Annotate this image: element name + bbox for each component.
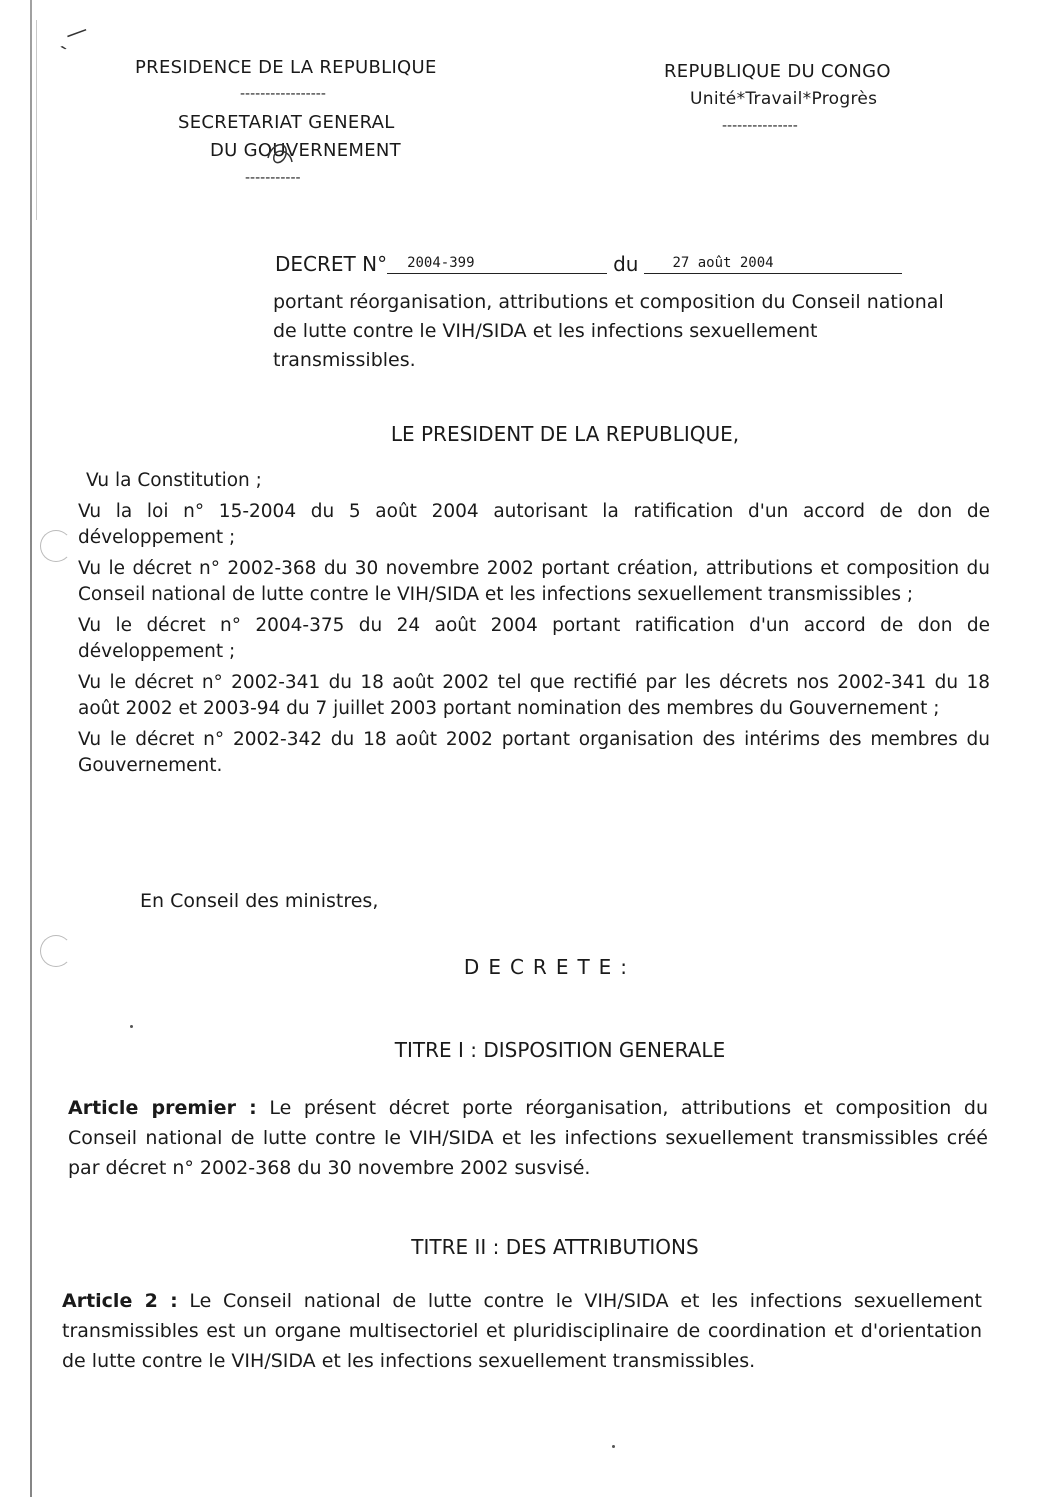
article-label: Article 2 : [62, 1290, 178, 1312]
header-gouvernement: DU GOUVERNEMENT [210, 140, 401, 161]
visa-item: Vu le décret n° 2002-341 du 18 août 2002 tel que rectifié par les décrets nos 2002-341 du 18 août 2002 et 2003-94 du 7 juillet 2003 portant nomination des membres du Gouvernement ; [78, 672, 990, 719]
visa-item: Vu le décret n° 2004-375 du 24 août 2004 portant ratification d'un accord de don de développement ; [78, 615, 990, 662]
conseil-ministres: En Conseil des ministres, [140, 890, 379, 912]
decree-number: 2004-399 [387, 255, 607, 274]
header-republique: REPUBLIQUE DU CONGO [664, 61, 891, 82]
decree-title: portant réorganisation, attributions et composition du Conseil national de lutte contre le VIH/SIDA et les infections sexuellement transmissibles. [273, 291, 944, 371]
scan-edge-secondary [36, 20, 37, 220]
header-left-divider: ----------------- [240, 86, 326, 102]
article-2 [62, 1286, 982, 1376]
header-left-divider-2: ----------- [245, 170, 301, 186]
titre-1-heading: TITRE I : DISPOSITION GENERALE [394, 1038, 726, 1062]
scan-speck [612, 1445, 615, 1448]
titre-2-heading: TITRE II : DES ATTRIBUTIONS [411, 1235, 699, 1259]
article-text: Le présent décret porte réorganisation, attributions et composition du Conseil national de lutte contre le VIH/SIDA et les infections sexuellement transmissibles créé par décret n° 2002-368 du 30 novembre 2002 susvisé. [68, 1097, 988, 1179]
decree-number-line [275, 252, 902, 276]
article-premier [68, 1093, 988, 1183]
scan-edge [30, 0, 32, 1497]
decree-date: 27 août 2004 [644, 255, 902, 274]
visas-list [78, 468, 990, 784]
decrete-heading: DECRETE: [463, 955, 637, 979]
article-text: Le Conseil national de lutte contre le VIH/SIDA et les infections sexuellement transmissibles est un organe multisectoriel et pluridisciplinaire de coordination et d'orientation de lutte contre le VIH/SIDA et les infections sexuellement transmissibles. [62, 1290, 982, 1372]
handwritten-initial-mark [262, 136, 296, 170]
header-secretariat: SECRETARIAT GENERAL [178, 112, 395, 133]
visa-item: Vu le décret n° 2002-342 du 18 août 2002 portant organisation des intérims des membres du Gouvernement. [78, 729, 990, 776]
punch-hole-mark [40, 530, 72, 562]
scan-speck [130, 1025, 133, 1028]
header-motto: Unité*Travail*Progrès [690, 89, 878, 109]
header-presidence: PRESIDENCE DE LA REPUBLIQUE [135, 57, 437, 78]
decree-label: DECRET N° [275, 252, 388, 276]
corner-stroke-mark: ˎ— [51, 17, 92, 52]
visa-item: Vu le décret n° 2002-368 du 30 novembre 2002 portant création, attributions et composition du Conseil national de lutte contre le VIH/SIDA et les infections sexuellement transmissibles ; [78, 558, 990, 605]
decree-du-label: du [613, 252, 639, 276]
header-right-divider: --------------- [722, 118, 798, 134]
visa-item: Vu la loi n° 15-2004 du 5 août 2004 autorisant la ratification d'un accord de don de développement ; [78, 501, 990, 548]
visa-item: Vu la Constitution ; [86, 470, 262, 491]
president-heading: LE PRESIDENT DE LA REPUBLIQUE, [390, 422, 740, 446]
article-label: Article premier : [68, 1097, 257, 1119]
